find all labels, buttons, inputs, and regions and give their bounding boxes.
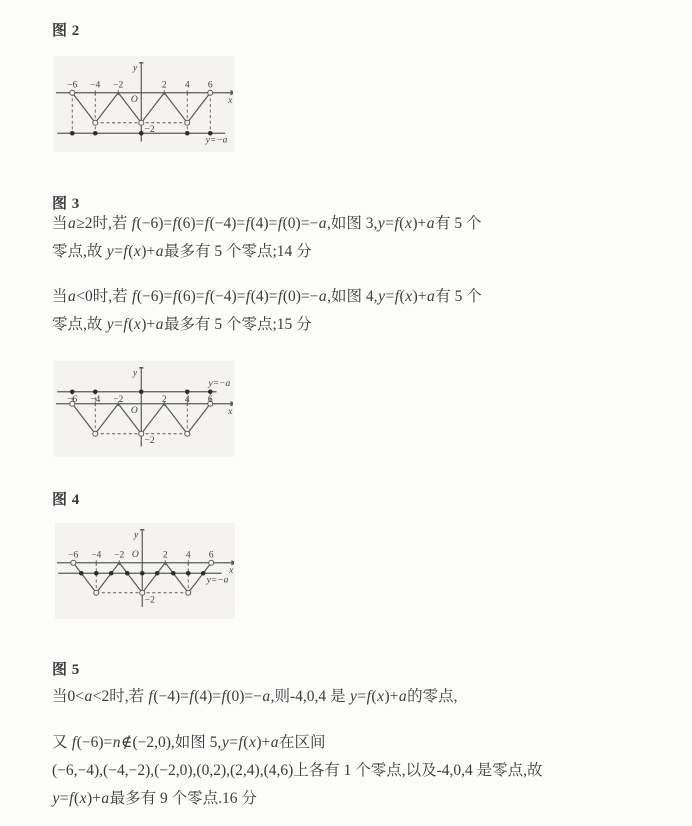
text-line: 零点,故 y=f(x)+a最多有 5 个零点;15 分 — [52, 316, 312, 333]
svg-text:−2: −2 — [144, 125, 155, 136]
svg-text:x: x — [229, 565, 234, 576]
svg-text:O: O — [131, 550, 139, 561]
svg-text:x: x — [228, 406, 233, 417]
svg-text:−2: −2 — [113, 394, 124, 405]
paragraph-case-0-lt-a-lt-2 — [52, 683, 660, 711]
svg-text:O: O — [130, 406, 138, 417]
figure3-caption: 图 3 — [52, 196, 80, 212]
zigzag-plot-0-lt-a-lt-2 — [56, 529, 234, 613]
svg-text:6: 6 — [208, 550, 214, 561]
svg-text:−4: −4 — [91, 550, 102, 561]
svg-text:O: O — [130, 95, 138, 106]
svg-text:−4: −4 — [90, 80, 101, 91]
svg-text:−6: −6 — [67, 80, 78, 91]
figure5-graph-container — [55, 523, 235, 619]
svg-text:−2: −2 — [113, 80, 124, 91]
svg-text:−4: −4 — [90, 394, 101, 405]
svg-text:−2: −2 — [144, 436, 155, 447]
svg-text:4: 4 — [184, 80, 190, 91]
paragraph-case-a-ge-2 — [52, 210, 660, 266]
svg-text:6: 6 — [207, 80, 213, 91]
text-line: 当a≥2时,若 f(−6)=f(6)=f(−4)=f(4)=f(0)=−a,如图 3,y=f(x)+a有 5 个 — [52, 215, 482, 232]
figure2-graph-container — [54, 56, 234, 152]
svg-text:−6: −6 — [68, 550, 79, 561]
text-line: 当a<0时,若 f(−6)=f(6)=f(−4)=f(4)=f(0)=−a,如图 4,y=f(x)+a有 5 个 — [52, 288, 482, 305]
text-line: (−6,−4),(−4,−2),(−2,0),(0,2),(2,4),(4,6)上各有 1 个零点,以及-4,0,4 是零点,故 — [52, 762, 543, 779]
svg-text:2: 2 — [161, 80, 167, 91]
text-line: 当0<a<2时,若 f(−4)=f(4)=f(0)=−a,则-4,0,4 是 y=f(x)+a的零点, — [52, 688, 458, 705]
figure5-caption: 图 5 — [52, 662, 80, 678]
svg-text:−2: −2 — [144, 595, 155, 606]
text-line: 又 f(−6)=n∉(−2,0),如图 5,y=f(x)+a在区间 — [52, 734, 326, 751]
svg-text:2: 2 — [162, 550, 168, 561]
svg-text:x: x — [228, 95, 233, 106]
svg-text:y=−a: y=−a — [208, 379, 231, 390]
text-line: y=f(x)+a最多有 9 个零点.16 分 — [52, 790, 257, 807]
svg-text:4: 4 — [184, 394, 190, 405]
svg-text:6: 6 — [207, 394, 213, 405]
svg-text:y: y — [134, 530, 139, 541]
figure2-caption: 图 2 — [52, 23, 80, 39]
svg-text:y: y — [133, 63, 138, 74]
svg-text:4: 4 — [185, 550, 191, 561]
svg-text:y=−a: y=−a — [206, 575, 229, 586]
figure4-caption: 图 4 — [52, 492, 80, 508]
svg-text:2: 2 — [161, 394, 167, 405]
zigzag-plot-a-lt-0 — [55, 367, 233, 451]
paragraph-conclusion — [52, 729, 660, 813]
text-line: 零点,故 y=f(x)+a最多有 5 个零点;14 分 — [52, 243, 312, 260]
svg-text:y=−a: y=−a — [205, 135, 228, 146]
figure4-graph-container — [54, 361, 234, 457]
svg-text:y: y — [133, 368, 138, 379]
svg-text:−6: −6 — [67, 394, 78, 405]
zigzag-plot-a-ge-2 — [55, 62, 233, 146]
paragraph-case-a-lt-0 — [52, 283, 660, 339]
svg-text:−2: −2 — [114, 550, 125, 561]
